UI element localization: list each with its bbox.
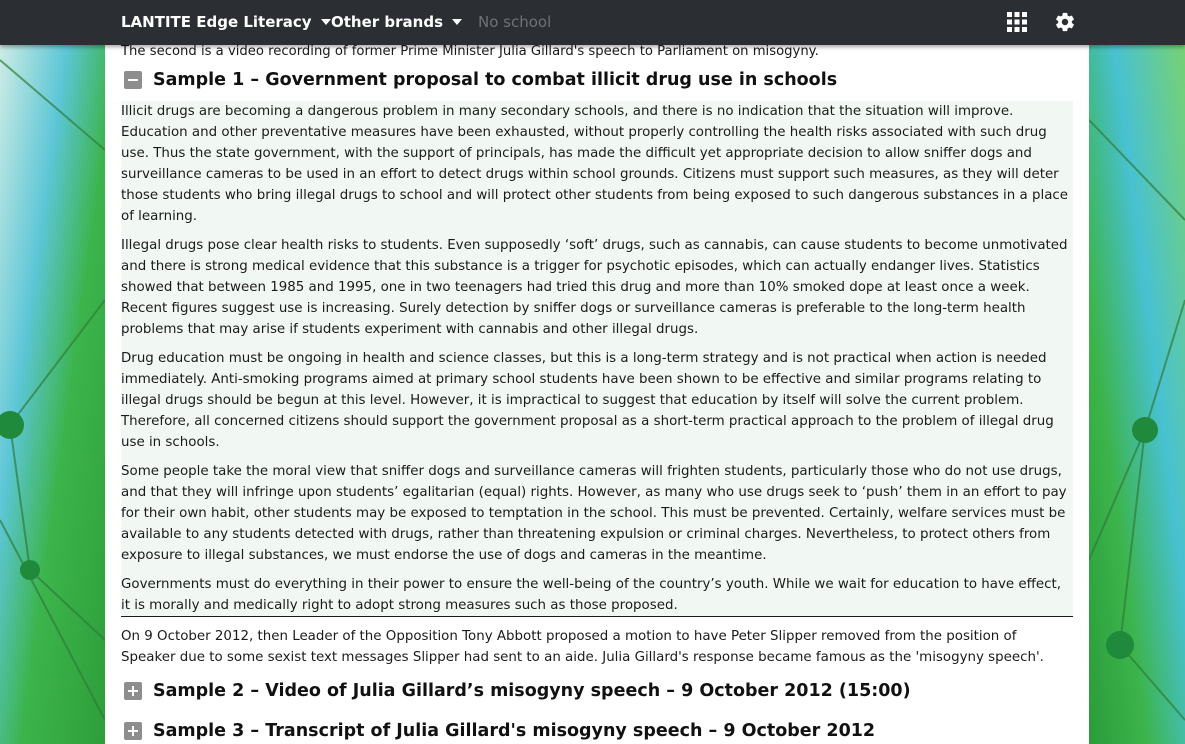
grid-apps-icon[interactable]: [1006, 11, 1028, 33]
sample-1-paragraph: Illicit drugs are becoming a dangerous problem in many secondary schools, and there is no indication that the situation will improve. Education and other preventative measures have been exhausted, without properly controlling the health risks associated with such drug use. Thus the state government, with the support of principals, has made the difficult yet appropriate decision to allow sniffer dogs and surveillance cameras to be used in an effort to detect drugs within school grounds. Citizens must support such measures, as they will deter those students who bring illegal drugs to school and will protect other students from being exposed to such dangerous substances in a place of learning.: [121, 104, 1069, 224]
sample-1-paragraph: Some people take the moral view that sniffer dogs and surveillance cameras will frighten students, particularly those who do not use drugs, and that they will infringe upon students’ egalitarian (equal) rights. However, as many who use drugs seek to ‘push’ them in an effort to pay for their own habit, other students may be exposed to temptation in the school. This must be prevented. Certainly, welfare services must be available to any students detected with drugs, rather than threatening expulsion or criminal charges. Nevertheless, to protect others from exposure to illegal substances, we must endorse the use of dogs and cameras in the meantime.: [121, 464, 1067, 563]
chevron-down-icon: [452, 19, 462, 25]
top-nav-bar: [0, 0, 1185, 45]
other-brands-label: Other brands: [331, 13, 443, 31]
other-brands-dropdown[interactable]: [331, 0, 462, 45]
chevron-down-icon: [321, 19, 331, 25]
sample-3-header[interactable]: [121, 717, 1073, 744]
sample-1-paragraph: Governments must do everything in their power to ensure the well-being of the country’s youth. While we wait for education to have effect, it is morally and medically right to adopt strong measures such as those proposed.: [121, 577, 1061, 613]
sample-3-title: Sample 3 – Transcript of Julia Gillard's misogyny speech – 9 October 2012: [153, 721, 876, 741]
sample-2-header[interactable]: [121, 677, 1073, 705]
gear-icon[interactable]: [1054, 11, 1076, 33]
school-label: No school: [478, 13, 552, 31]
sample-1-paragraph: Drug education must be ongoing in health and science classes, but this is a long-term strategy and is not practical when action is needed immediately. Anti-smoking programs aimed at primary school students have been shown to be effective and similar programs relating to illegal drugs should be begun at this level. However, it is impractical to suggest that education by itself will solve the current problem. Therefore, all concerned citizens should support the government proposal as a short-term practical approach to the problem of illegal drug use in schools.: [121, 351, 1054, 450]
content-panel: [105, 45, 1089, 744]
sample-1-body: [121, 101, 1073, 617]
sample-1-title: Sample 1 – Government proposal to combat illicit drug use in schools: [153, 70, 838, 90]
sample-1-header[interactable]: [121, 66, 1073, 94]
intro-text: The second is a video recording of former Prime Minister Julia Gillard's speech to Parliament on misogyny.: [121, 45, 819, 59]
brand-dropdown[interactable]: [121, 0, 331, 45]
brand-label: LANTITE Edge Literacy: [121, 13, 312, 31]
expand-icon[interactable]: [124, 682, 142, 700]
expand-icon[interactable]: [124, 722, 142, 740]
sample-1-paragraph: Illegal drugs pose clear health risks to students. Even supposedly ‘soft’ drugs, such as cannabis, can cause students to become unmotivated and there is strong medical evidence that this substance is a trigger for psychotic episodes, which can actually endanger lives. Statistics showed that between 1985 and 1995, one in two teenagers had tried this drug and more than 10% smoked dope at least once a week. Recent figures suggest use is increasing. Surely detection by sniffer dogs or surveillance cameras is preferable to the long-term health problems that may arise if students experiment with cannabis and other illegal drugs.: [121, 238, 1068, 337]
context-text: On 9 October 2012, then Leader of the Opposition Tony Abbott proposed a motion to have Peter Slipper removed from the position of Speaker due to some sexist text messages Slipper had sent to an aide. Julia Gillard's response became famous as the 'misogyny speech'.: [121, 629, 1044, 665]
sample-2-title: Sample 2 – Video of Julia Gillard’s misogyny speech – 9 October 2012 (15:00): [153, 681, 911, 701]
collapse-icon[interactable]: [124, 71, 142, 89]
